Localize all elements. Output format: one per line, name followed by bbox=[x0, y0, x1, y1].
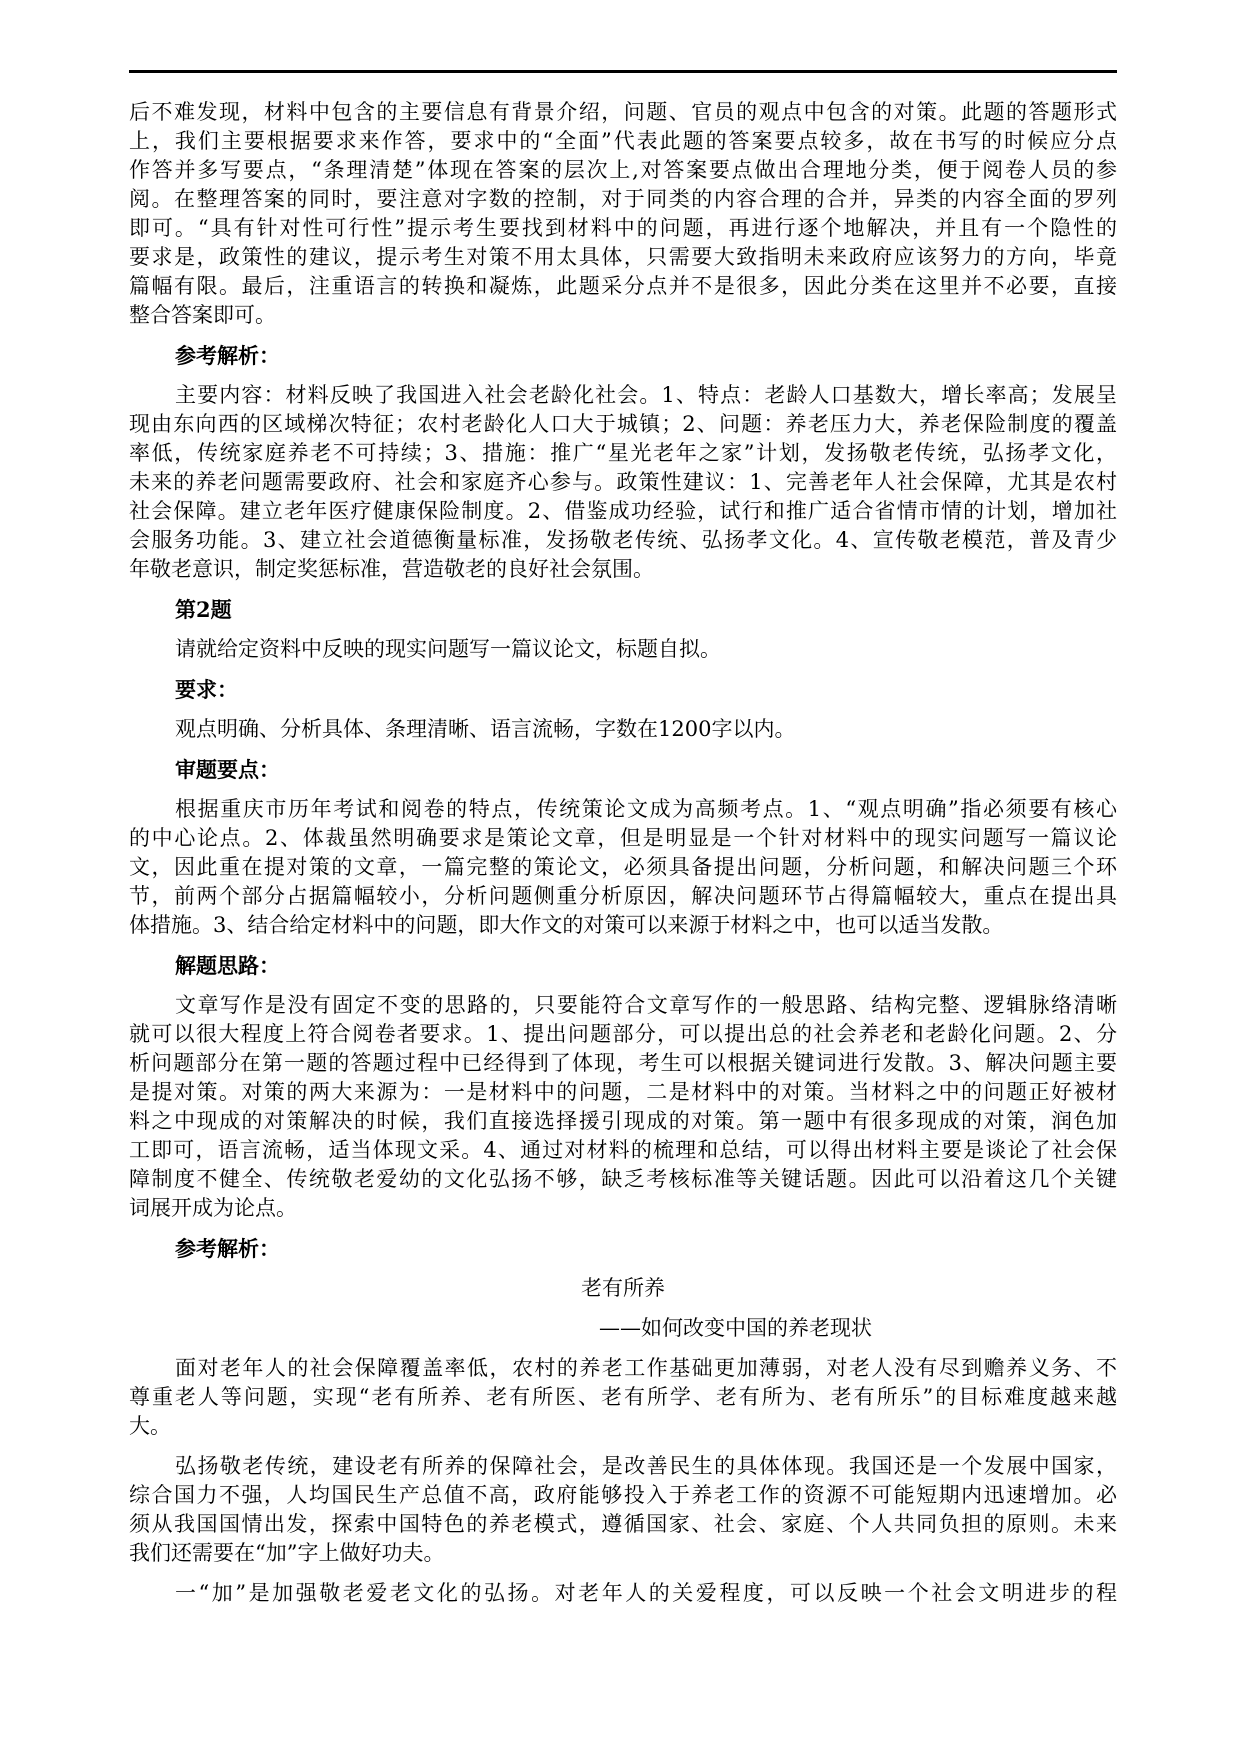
text-line: 障制度不健全、传统敬老爱幼的文化弘扬不够，缺乏考核标准等关键话题。因此可以沿着这几个关键 bbox=[129, 1167, 1117, 1191]
section-heading bbox=[129, 675, 1117, 704]
text-line: 文，因此重在提对策的文章，一篇完整的策论文，必须具备提出问题，分析问题，和解决问题三个环 bbox=[129, 855, 1117, 879]
text-line: 整合答案即可。 bbox=[129, 303, 276, 327]
text-line: 要求： bbox=[175, 677, 238, 702]
header-rule bbox=[129, 70, 1117, 73]
text-line: 阅。在整理答案的同时，要注意对字数的控制，对于同类的内容合理的合并，异类的内容全面的罗列 bbox=[129, 187, 1117, 211]
text-line: 词展开成为论点。 bbox=[129, 1196, 297, 1220]
text-line: 主要内容：材料反映了我国进入社会老龄化社会。1、特点：老龄人口基数大，增长率高；发展呈 bbox=[175, 383, 1117, 407]
text-line: 是提对策。对策的两大来源为：一是材料中的问题，二是材料中的对策。当材料之中的问题正好被材 bbox=[129, 1080, 1117, 1104]
text-line: 须从我国国情出发，探索中国特色的养老模式，遵循国家、社会、家庭、个人共同负担的原则。未来 bbox=[129, 1512, 1117, 1536]
text-line: 社会保障。建立老年医疗健康保险制度。2、借鉴成功经验，试行和推广适合省情市情的计划，增加社 bbox=[129, 499, 1117, 523]
essay-title bbox=[129, 1274, 1117, 1303]
text-line: 文章写作是没有固定不变的思路的，只要能符合文章写作的一般思路、结构完整、逻辑脉络清晰 bbox=[175, 993, 1117, 1017]
text-line: 大。 bbox=[129, 1414, 171, 1438]
text-line: 作答并多写要点，“条理清楚”体现在答案的层次上,对答案要点做出合理地分类，便于阅卷人员的参 bbox=[129, 158, 1117, 182]
text-line: 参考解析： bbox=[175, 343, 280, 368]
text-line: 年敬老意识，制定奖惩标准，营造敬老的良好社会氛围。 bbox=[129, 557, 654, 581]
text-line: 篇幅有限。最后，注重语言的转换和凝炼，此题采分点并不是很多，因此分类在这里并不必要，直接 bbox=[129, 274, 1117, 298]
paragraph bbox=[129, 991, 1117, 1223]
section-heading bbox=[129, 755, 1117, 784]
text-line: 未来的养老问题需要政府、社会和家庭齐心参与。政策性建议：1、完善老年人社会保障，尤其是农村 bbox=[129, 470, 1117, 494]
document-body bbox=[129, 98, 1117, 1619]
text-line: 上，我们主要根据要求来作答，要求中的“全面”代表此题的答案要点较多，故在书写的时候应分点 bbox=[129, 129, 1117, 153]
paragraph bbox=[129, 635, 1117, 664]
text-line: 料之中现成的对策解决的时候，我们直接选择援引现成的对策。第一题中有很多现成的对策，润色加 bbox=[129, 1109, 1117, 1133]
text-line: 现由东向西的区域梯次特征；农村老龄化人口大于城镇；2、问题：养老压力大，养老保险制度的覆盖 bbox=[129, 412, 1117, 436]
text-line: 根据重庆市历年考试和阅卷的特点，传统策论文成为高频考点。1、“观点明确”指必须要有核心 bbox=[175, 797, 1117, 821]
text-line: 会服务功能。3、建立社会道德衡量标准，发扬敬老传统、弘扬孝文化。4、宣传敬老模范，普及青少 bbox=[129, 528, 1117, 552]
text-line: 的中心论点。2、体裁虽然明确要求是策论文章，但是明显是一个针对材料中的现实问题写一篇议论 bbox=[129, 826, 1117, 850]
text-line: 要求是，政策性的建议，提示考生对策不用太具体，只需要大致指明未来政府应该努力的方向，毕竟 bbox=[129, 245, 1117, 269]
text-line: 节，前两个部分占据篇幅较小，分析问题侧重分析原因，解决问题环节占得篇幅较大，重点在提出具 bbox=[129, 884, 1117, 908]
essay-subtitle bbox=[129, 1314, 1117, 1343]
text-line: 析问题部分在第一题的答题过程中已经得到了体现，考生可以根据关键词进行发散。3、解决问题主要 bbox=[129, 1051, 1117, 1075]
paragraph bbox=[129, 381, 1117, 584]
section-heading bbox=[129, 595, 1117, 624]
text-line: ——如何改变中国的养老现状 bbox=[599, 1316, 872, 1340]
text-line: 弘扬敬老传统，建设老有所养的保障社会，是改善民生的具体体现。我国还是一个发展中国家， bbox=[175, 1454, 1117, 1478]
text-line: 体措施。3、结合给定材料中的问题，即大作文的对策可以来源于材料之中，也可以适当发散。 bbox=[129, 913, 1004, 937]
text-line: 就可以很大程度上符合阅卷者要求。1、提出问题部分，可以提出总的社会养老和老龄化问题。2、分 bbox=[129, 1022, 1117, 1046]
paragraph bbox=[129, 1579, 1117, 1608]
text-line: 工即可，语言流畅，适当体现文采。4、通过对材料的梳理和总结，可以得出材料主要是谈论了社会保 bbox=[129, 1138, 1117, 1162]
text-line: 即可。“具有针对性可行性”提示考生要找到材料中的问题，再进行逐个地解决，并且有一个隐性的 bbox=[129, 216, 1117, 240]
text-line: 第2题 bbox=[175, 597, 232, 622]
text-line: 参考解析： bbox=[175, 1236, 280, 1261]
paragraph bbox=[129, 715, 1117, 744]
section-heading bbox=[129, 951, 1117, 980]
text-line: 老有所养 bbox=[581, 1276, 665, 1300]
text-line: 审题要点： bbox=[175, 757, 280, 782]
text-line: 我们还需要在“加”字上做好功夫。 bbox=[129, 1541, 445, 1565]
text-line: 尊重老人等问题，实现“老有所养、老有所医、老有所学、老有所为、老有所乐”的目标难度越来越 bbox=[129, 1385, 1117, 1409]
text-line: 观点明确、分析具体、条理清晰、语言流畅，字数在1200字以内。 bbox=[175, 717, 796, 741]
text-line: 一“加”是加强敬老爱老文化的弘扬。对老年人的关爱程度，可以反映一个社会文明进步的程 bbox=[175, 1581, 1117, 1605]
paragraph bbox=[129, 1354, 1117, 1441]
text-line: 后不难发现，材料中包含的主要信息有背景介绍，问题、官员的观点中包含的对策。此题的答题形式 bbox=[129, 100, 1117, 124]
paragraph bbox=[129, 795, 1117, 940]
text-line: 解题思路： bbox=[175, 953, 280, 978]
paragraph bbox=[129, 98, 1117, 330]
section-heading bbox=[129, 1234, 1117, 1263]
section-heading bbox=[129, 341, 1117, 370]
paragraph bbox=[129, 1452, 1117, 1568]
text-line: 率低，传统家庭养老不可持续；3、措施：推广“星光老年之家”计划，发扬敬老传统，弘扬孝文化， bbox=[129, 441, 1117, 465]
text-line: 综合国力不强，人均国民生产总值不高，政府能够投入于养老工作的资源不可能短期内迅速增加。必 bbox=[129, 1483, 1117, 1507]
text-line: 请就给定资料中反映的现实问题写一篇议论文，标题自拟。 bbox=[175, 637, 721, 661]
text-line: 面对老年人的社会保障覆盖率低，农村的养老工作基础更加薄弱，对老人没有尽到赡养义务、不 bbox=[175, 1356, 1117, 1380]
